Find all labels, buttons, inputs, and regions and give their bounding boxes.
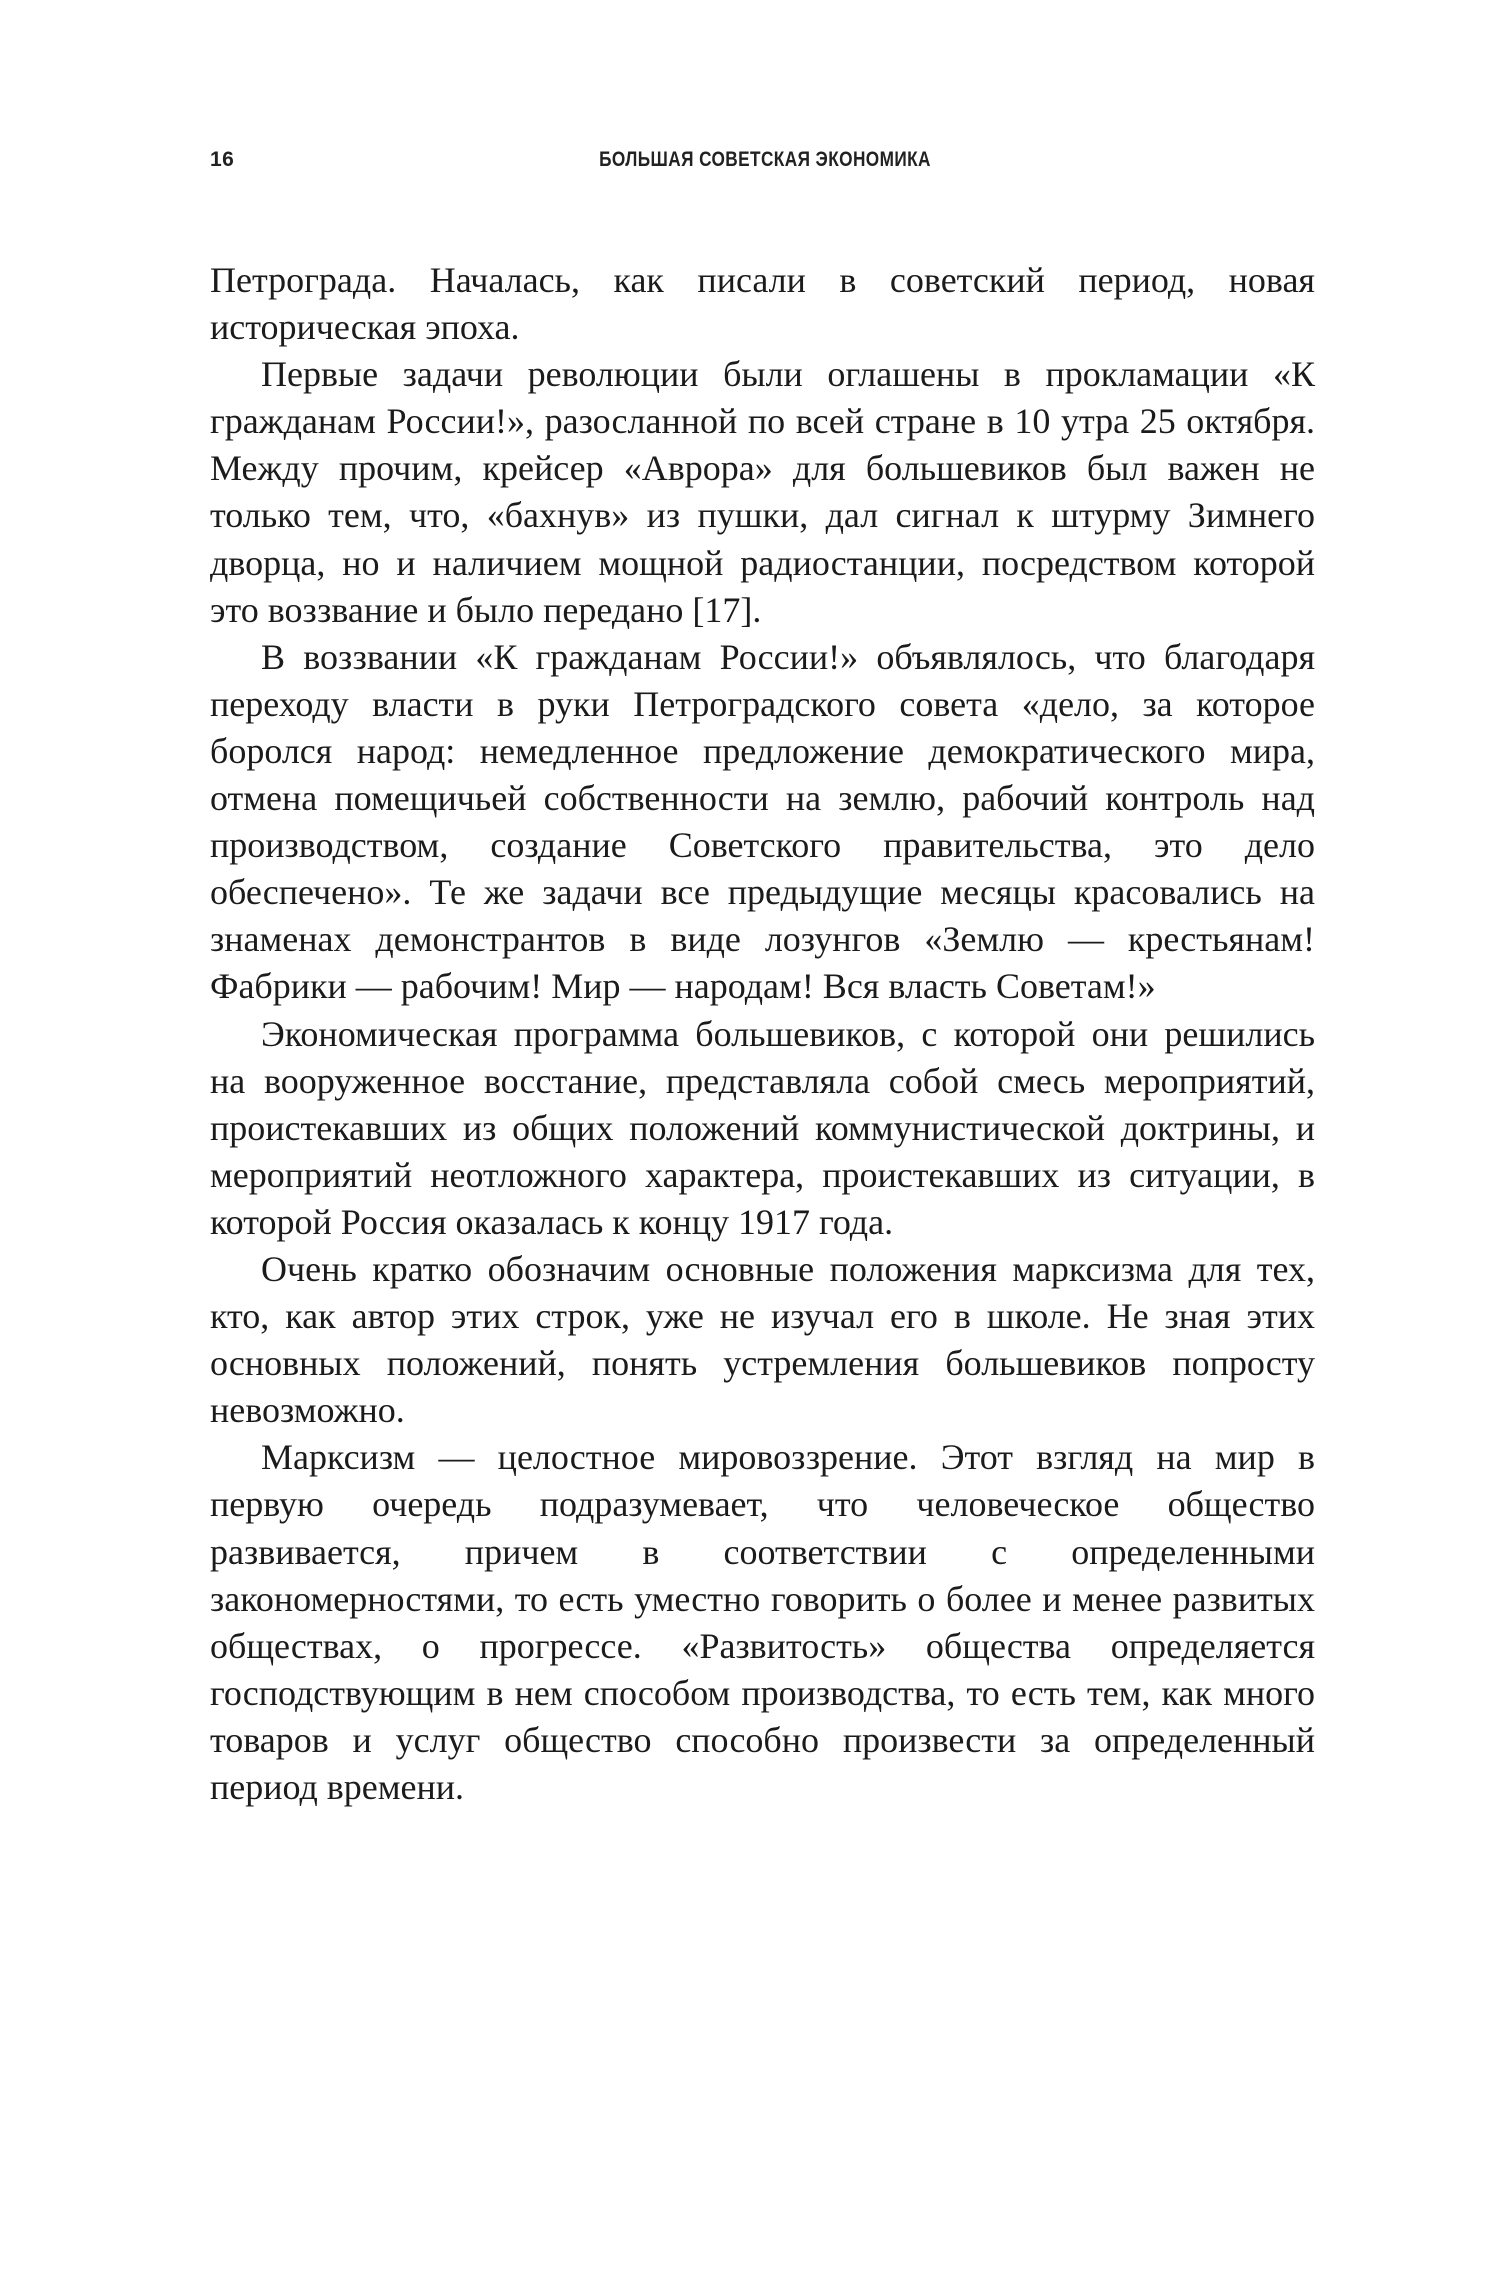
page-number: 16	[210, 148, 235, 171]
book-title: БОЛЬШАЯ СОВЕТСКАЯ ЭКОНОМИКА	[599, 148, 931, 171]
paragraph-continued: Петрограда. Началась, как писали в советский период, новая историческая эпоха.	[210, 260, 1315, 348]
paragraph: Очень кратко обозначим основные положения марксизма для тех, кто, как автор этих строк, уже не изучал его в школе. Не зная этих основных положений, понять устремления большевиков попросту невозможно.	[210, 1248, 1315, 1431]
body-text	[210, 257, 1315, 1811]
paragraph: Первые задачи революции были оглашены в прокламации «К гражданам России!», разосланной по всей стране в 10 утра 25 октября. Между прочим, крейсер «Аврора» для большевиков был важен не только тем, что, «бахнув» из пушки, дал сигнал к штурму Зимнего дворца, но и наличием мощной радиостанции, посредством которой это воззвание и было передано [17].	[210, 354, 1315, 630]
paragraph: Марксизм — целостное мировоззрение. Этот взгляд на мир в первую очередь подразумевает, что человеческое общество развивается, причем в соответствии с определенными закономерностями, то есть уместно говорить о более и менее развитых обществах, о прогрессе. «Развитость» общества определяется господствующим в нем способом производства, то есть тем, как много товаров и услуг общество способно произвести за определенный период времени.	[210, 1437, 1315, 1807]
paragraph: Экономическая программа большевиков, с которой они решились на вооруженное восстание, представляла собой смесь мероприятий, проистекавших из общих положений коммунистической доктрины, и мероприятий неотложного характера, проистекавших из ситуации, в которой Россия оказалась к концу 1917 года.	[210, 1013, 1315, 1242]
paragraph: В воззвании «К гражданам России!» объявлялось, что благодаря переходу власти в руки Петроградского совета «дело, за которое боролся народ: немедленное предложение демократического мира, отмена помещичьей собственности на землю, рабочий контроль над производством, создание Советского правительства, это дело обеспечено». Те же задачи все предыдущие месяцы красовались на знаменах демонстрантов в виде лозунгов «Землю — крестьянам! Фабрики — рабочим! Мир — народам! Вся власть Советам!»	[210, 636, 1315, 1007]
running-head	[210, 148, 1320, 178]
